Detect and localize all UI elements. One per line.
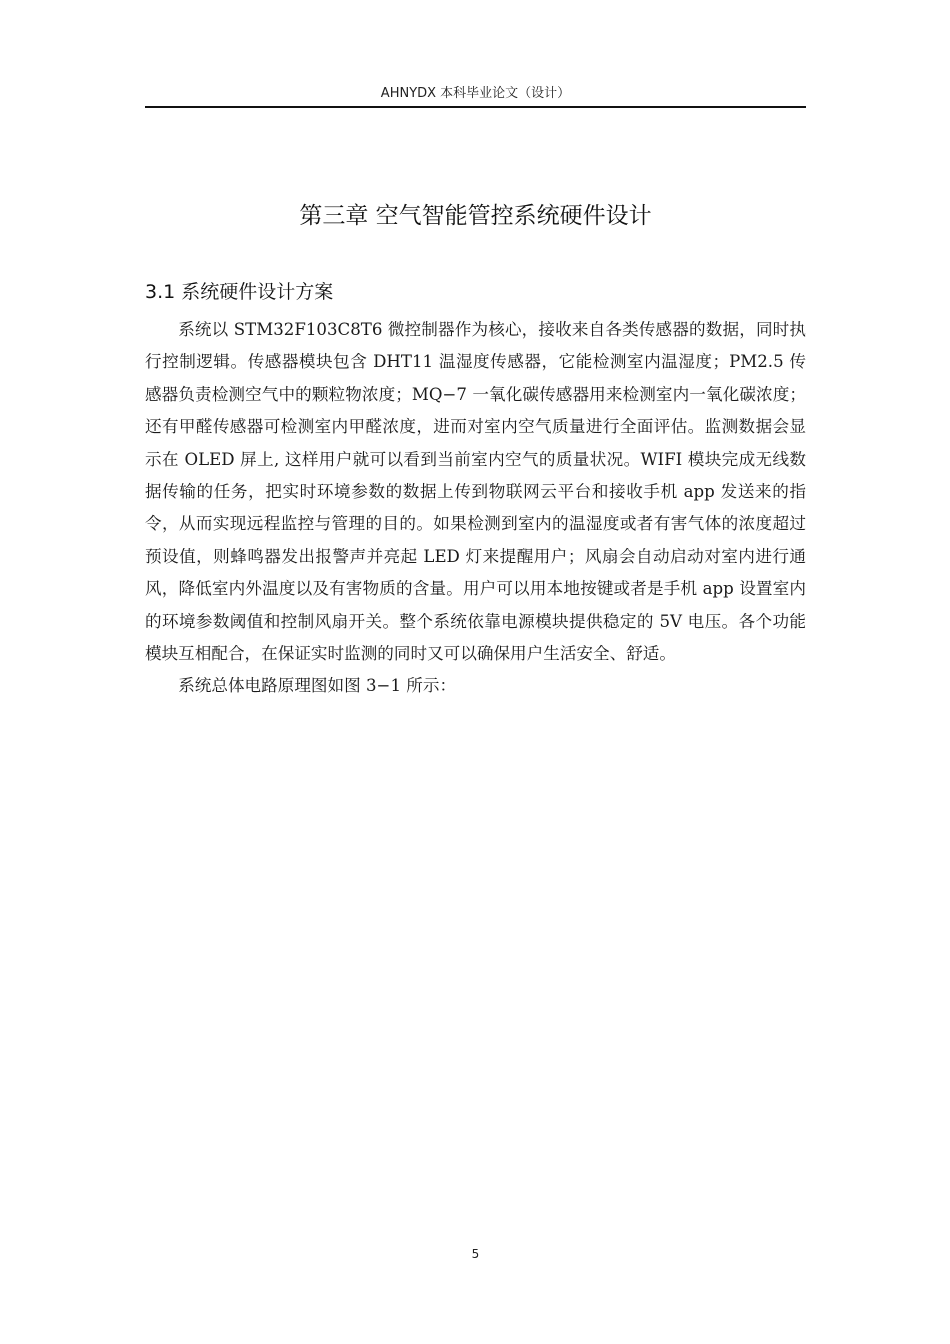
chapter-title: 第三章 空气智能管控系统硬件设计: [299, 203, 652, 229]
section-title: 3.1 系统硬件设计方案: [145, 281, 334, 303]
page-header: AHNYDX 本科毕业论文（设计）: [145, 84, 806, 108]
page-number: 5: [471, 1247, 480, 1261]
paragraph-system-overview: 系统以 STM32F103C8T6 微控制器作为核心，接收来自各类传感器的数据，同时执行控制逻辑。传感器模块包含 DHT11 温湿度传感器，它能检测室内温湿度；PM2.5 传感器负责检测空气中的颗粒物浓度；MQ−7 一氧化碳传感器用来检测室内一氧化碳浓度；还有甲醛传感器可检测室内甲醛浓度，进而对室内空气质量进行全面评估。监测数据会显示在 OLED 屏上, 这样用户就可以看到当前室内空气的质量状况。WIFI 模块完成无线数据传输的任务，把实时环境参数的数据上传到物联网云平台和接收手机 app 发送来的指令，从而实现远程监控与管理的目的。如果检测到室内的温湿度或者有害气体的浓度超过预设值，则蜂鸣器发出报警声并亮起 LED 灯来提醒用户；风扇会自动启动对室内进行通风，降低室内外温度以及有害物质的含量。用户可以用本地按键或者是手机 app 设置室内的环境参数阈值和控制风扇开关。整个系统依靠电源模块提供稳定的 5V 电压。各个功能模块互相配合，在保证实时监测的同时又可以确保用户生活安全、舒适。: [145, 320, 806, 664]
body-text: [145, 314, 806, 703]
paragraph-figure-reference: 系统总体电路原理图如图 3−1 所示：: [178, 676, 457, 696]
